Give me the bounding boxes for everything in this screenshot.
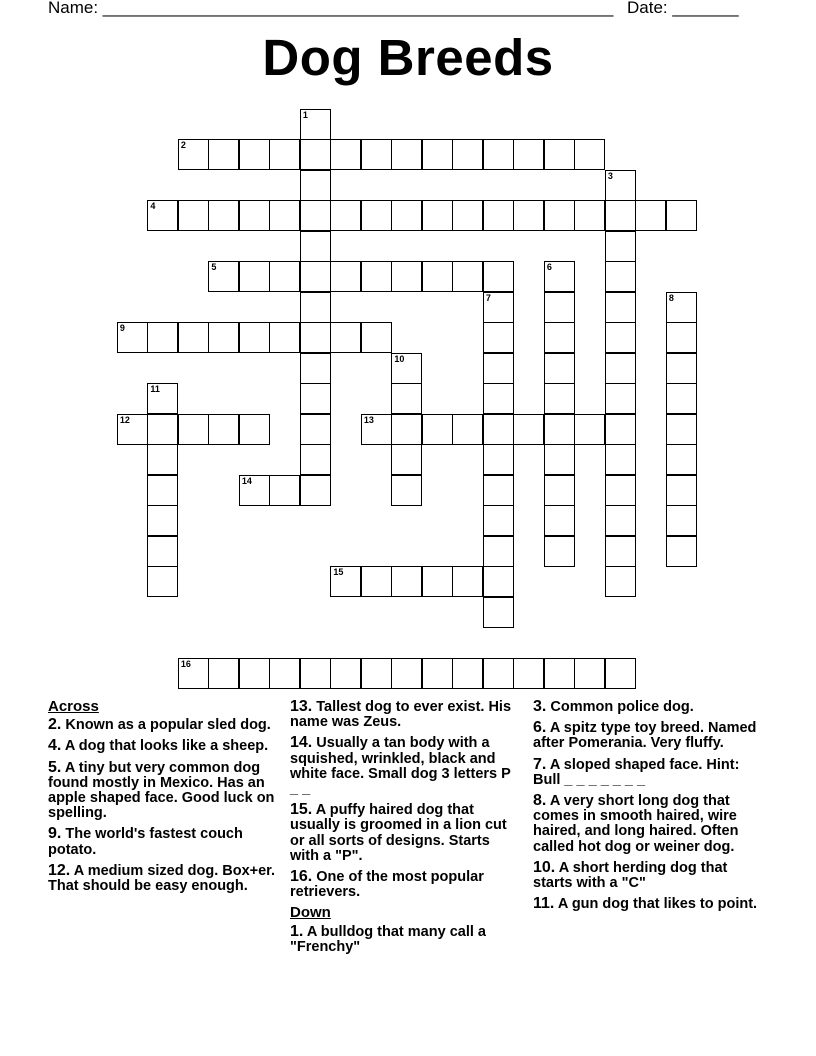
- grid-cell[interactable]: [452, 658, 483, 689]
- cell-number: 7: [485, 292, 491, 303]
- grid-cell[interactable]: [147, 566, 178, 597]
- clue-text: One of the most popular retrievers.: [290, 869, 484, 901]
- clue-text: A medium sized dog. Box+er. That should be easy enough.: [48, 862, 276, 895]
- clue-text: Usually a tan body with a squished, wrinkled, black and white face. Small dog 3 letters P _ _: [290, 735, 511, 798]
- cell-number: 5: [211, 262, 217, 273]
- clue-text: A gun dog that likes to point.: [557, 896, 758, 913]
- clue-across-4: [48, 738, 280, 754]
- grid-cell[interactable]: [147, 475, 178, 506]
- grid-cell[interactable]: [239, 200, 270, 231]
- clue-across-2: [48, 717, 280, 733]
- clue-across-5: [48, 760, 280, 822]
- grid-cell[interactable]: [300, 414, 331, 445]
- grid-cell[interactable]: [208, 414, 239, 445]
- grid-cell[interactable]: [483, 383, 514, 414]
- grid-cell[interactable]: [544, 658, 575, 689]
- grid-cell[interactable]: [147, 200, 178, 231]
- grid-cell[interactable]: [544, 414, 575, 445]
- grid-cell[interactable]: [269, 658, 300, 689]
- grid-cell[interactable]: [605, 475, 636, 506]
- grid-cell[interactable]: [574, 200, 605, 231]
- grid-cell[interactable]: [300, 383, 331, 414]
- cell-number: 9: [119, 323, 125, 334]
- grid-cell[interactable]: [422, 414, 453, 445]
- grid-cell[interactable]: [300, 353, 331, 384]
- grid-cell[interactable]: [300, 261, 331, 292]
- grid-cell[interactable]: [452, 200, 483, 231]
- clue-down-1: [290, 924, 522, 955]
- cell-number: 11: [150, 384, 160, 395]
- grid-cell[interactable]: [605, 444, 636, 475]
- name-field-label: Name: ______________________________________________________: [48, 0, 614, 17]
- grid-cell[interactable]: [361, 139, 392, 170]
- grid-cell[interactable]: [544, 139, 575, 170]
- grid-cell[interactable]: [605, 322, 636, 353]
- grid-cell[interactable]: [574, 414, 605, 445]
- grid-cell[interactable]: [330, 322, 361, 353]
- clue-text: A dog that looks like a sheep.: [64, 738, 269, 755]
- grid-cell[interactable]: [666, 475, 697, 506]
- grid-cell[interactable]: [269, 475, 300, 506]
- grid-cell[interactable]: [483, 475, 514, 506]
- grid-cell[interactable]: [208, 261, 239, 292]
- clue-number: 2.: [48, 716, 62, 734]
- grid-cell[interactable]: [483, 139, 514, 170]
- grid-cell[interactable]: [361, 261, 392, 292]
- grid-cell[interactable]: [544, 322, 575, 353]
- clue-number: 11.: [533, 895, 555, 913]
- grid-cell[interactable]: [452, 566, 483, 597]
- grid-cell[interactable]: [666, 200, 697, 231]
- grid-cell[interactable]: [391, 353, 422, 384]
- grid-cell[interactable]: [300, 139, 331, 170]
- grid-cell[interactable]: [300, 292, 331, 323]
- grid-cell[interactable]: [544, 505, 575, 536]
- grid-cell[interactable]: [544, 292, 575, 323]
- clue-text: A bulldog that many call a "Frenchy": [290, 923, 486, 955]
- cell-number: 3: [607, 170, 613, 181]
- grid-cell[interactable]: [330, 139, 361, 170]
- grid-cell[interactable]: [483, 597, 514, 628]
- grid-cell[interactable]: [300, 231, 331, 262]
- clue-number: 3.: [533, 698, 547, 715]
- grid-cell[interactable]: [330, 566, 361, 597]
- clue-down-8: [533, 793, 765, 855]
- grid-cell[interactable]: [361, 658, 392, 689]
- grid-cell[interactable]: [422, 566, 453, 597]
- grid-cell[interactable]: [208, 322, 239, 353]
- grid-cell[interactable]: [361, 322, 392, 353]
- grid-cell[interactable]: [513, 658, 544, 689]
- grid-cell[interactable]: [361, 566, 392, 597]
- grid-cell[interactable]: [208, 200, 239, 231]
- grid-cell[interactable]: [239, 475, 270, 506]
- grid-cell[interactable]: [483, 292, 514, 323]
- clue-text: A puffy haired dog that usually is groomed in a lion cut or all sorts of designs. Starts with a "P".: [290, 802, 507, 864]
- grid-cell[interactable]: [391, 566, 422, 597]
- grid-cell[interactable]: [330, 658, 361, 689]
- cell-number: 13: [363, 414, 374, 425]
- clue-across-13: [290, 699, 522, 730]
- grid-cell[interactable]: [178, 200, 209, 231]
- grid-cell[interactable]: [391, 414, 422, 445]
- grid-cell[interactable]: [239, 261, 270, 292]
- grid-cell[interactable]: [605, 170, 636, 201]
- grid-cell[interactable]: [483, 261, 514, 292]
- grid-cell[interactable]: [147, 322, 178, 353]
- grid-cell[interactable]: [330, 261, 361, 292]
- grid-cell[interactable]: [147, 505, 178, 536]
- grid-cell[interactable]: [330, 200, 361, 231]
- grid-cell[interactable]: [300, 658, 331, 689]
- grid-cell[interactable]: [513, 414, 544, 445]
- grid-cell[interactable]: [605, 536, 636, 567]
- grid-cell[interactable]: [269, 261, 300, 292]
- clue-number: 12.: [48, 861, 71, 879]
- clue-across-16: [290, 869, 522, 900]
- grid-cell[interactable]: [422, 200, 453, 231]
- grid-cell[interactable]: [147, 536, 178, 567]
- clue-number: 8.: [533, 792, 547, 810]
- cell-number: 16: [180, 658, 191, 669]
- clue-number: 4.: [48, 737, 62, 755]
- cell-number: 12: [119, 414, 130, 425]
- clue-number: 13.: [290, 698, 313, 715]
- grid-cell[interactable]: [666, 505, 697, 536]
- grid-cell[interactable]: [483, 505, 514, 536]
- grid-cell[interactable]: [147, 383, 178, 414]
- grid-cell[interactable]: [300, 109, 331, 140]
- grid-cell[interactable]: [574, 139, 605, 170]
- grid-cell[interactable]: [605, 505, 636, 536]
- clue-text: A short herding dog that starts with a "C": [533, 859, 728, 892]
- grid-cell[interactable]: [178, 658, 209, 689]
- grid-cell[interactable]: [483, 322, 514, 353]
- clue-number: 16.: [290, 868, 313, 886]
- grid-cell[interactable]: [269, 322, 300, 353]
- grid-cell[interactable]: [605, 261, 636, 292]
- grid-cell[interactable]: [483, 200, 514, 231]
- clue-text: The world's fastest couch potato.: [48, 826, 243, 858]
- grid-cell[interactable]: [391, 200, 422, 231]
- grid-cell[interactable]: [483, 444, 514, 475]
- grid-cell[interactable]: [666, 353, 697, 384]
- grid-cell[interactable]: [605, 353, 636, 384]
- clue-across-14: [290, 735, 522, 797]
- grid-cell[interactable]: [666, 322, 697, 353]
- grid-cell[interactable]: [544, 383, 575, 414]
- clue-down-11: [533, 896, 765, 912]
- clue-across-9: [48, 826, 280, 857]
- clue-text: Tallest dog to ever exist. His name was Zeus.: [290, 699, 512, 731]
- grid-cell[interactable]: [605, 658, 636, 689]
- clue-number: 10.: [533, 858, 556, 876]
- grid-cell[interactable]: [452, 139, 483, 170]
- grid-cell[interactable]: [605, 566, 636, 597]
- grid-cell[interactable]: [635, 200, 666, 231]
- clue-number: 9.: [48, 825, 62, 843]
- grid-cell[interactable]: [666, 536, 697, 567]
- grid-cell[interactable]: [300, 444, 331, 475]
- grid-cell[interactable]: [666, 444, 697, 475]
- grid-cell[interactable]: [544, 444, 575, 475]
- grid-cell[interactable]: [605, 200, 636, 231]
- grid-cell[interactable]: [391, 139, 422, 170]
- grid-cell[interactable]: [483, 536, 514, 567]
- grid-cell[interactable]: [178, 139, 209, 170]
- grid-cell[interactable]: [544, 475, 575, 506]
- grid-cell[interactable]: [544, 353, 575, 384]
- cell-number: 6: [546, 262, 552, 273]
- cell-number: 8: [668, 292, 674, 303]
- grid-cell[interactable]: [147, 444, 178, 475]
- grid-cell[interactable]: [147, 414, 178, 445]
- grid-cell[interactable]: [574, 658, 605, 689]
- cell-number: 2: [180, 140, 186, 151]
- cell-number: 14: [241, 475, 252, 486]
- grid-cell[interactable]: [391, 261, 422, 292]
- clue-down-10: [533, 860, 765, 891]
- grid-cell[interactable]: [605, 292, 636, 323]
- clue-across-15: [290, 802, 522, 864]
- grid-cell[interactable]: [269, 139, 300, 170]
- grid-cell[interactable]: [239, 414, 270, 445]
- clue-text: Common police dog.: [550, 699, 694, 715]
- clue-down-3: [533, 699, 765, 715]
- grid-cell[interactable]: [391, 444, 422, 475]
- page-title: Dog Breeds: [262, 29, 554, 86]
- grid-cell[interactable]: [422, 139, 453, 170]
- clue-number: 5.: [48, 758, 62, 776]
- grid-cell[interactable]: [300, 475, 331, 506]
- grid-cell[interactable]: [361, 414, 392, 445]
- across-heading: Across: [48, 698, 99, 715]
- grid-cell[interactable]: [208, 658, 239, 689]
- grid-cell[interactable]: [391, 383, 422, 414]
- clue-number: 14.: [290, 734, 313, 752]
- grid-cell[interactable]: [483, 566, 514, 597]
- clue-text: Known as a popular sled dog.: [65, 717, 271, 734]
- grid-cell[interactable]: [300, 322, 331, 353]
- clue-column-1: [48, 699, 280, 899]
- grid-cell[interactable]: [544, 536, 575, 567]
- cell-number: 10: [394, 353, 405, 364]
- cell-number: 4: [150, 201, 156, 212]
- clue-text: A tiny but very common dog found mostly in Mexico. Has an apple shaped face. Good luck on spelling.: [48, 759, 275, 822]
- clue-number: 7.: [533, 755, 547, 773]
- grid-cell[interactable]: [513, 200, 544, 231]
- date-field-label: Date: _______: [627, 0, 739, 17]
- grid-cell[interactable]: [239, 658, 270, 689]
- grid-cell[interactable]: [483, 414, 514, 445]
- grid-cell[interactable]: [391, 475, 422, 506]
- grid-cell[interactable]: [269, 200, 300, 231]
- grid-cell[interactable]: [605, 231, 636, 262]
- clue-number: 15.: [290, 801, 313, 819]
- grid-cell[interactable]: [452, 414, 483, 445]
- grid-cell[interactable]: [605, 383, 636, 414]
- grid-cell[interactable]: [391, 658, 422, 689]
- grid-cell[interactable]: [666, 414, 697, 445]
- clue-column-2: [290, 699, 522, 960]
- clue-down-7: [533, 757, 765, 788]
- grid-cell[interactable]: [513, 139, 544, 170]
- grid-cell[interactable]: [422, 261, 453, 292]
- grid-cell[interactable]: [605, 414, 636, 445]
- grid-cell[interactable]: [239, 322, 270, 353]
- cell-number: 1: [302, 109, 308, 120]
- clue-text: A sloped shaped face. Hint: Bull _ _ _ _ _ _ _: [533, 756, 740, 788]
- grid-cell[interactable]: [483, 353, 514, 384]
- grid-cell[interactable]: [483, 658, 514, 689]
- grid-cell[interactable]: [300, 170, 331, 201]
- grid-cell[interactable]: [422, 658, 453, 689]
- grid-cell[interactable]: [178, 322, 209, 353]
- grid-cell[interactable]: [117, 414, 148, 445]
- clue-text: A very short long dog that comes in smooth haired, wire haired, and long haired. Often called hot dog or weiner dog.: [533, 793, 739, 855]
- grid-cell[interactable]: [178, 414, 209, 445]
- grid-cell[interactable]: [452, 261, 483, 292]
- grid-cell[interactable]: [208, 139, 239, 170]
- grid-cell[interactable]: [544, 200, 575, 231]
- clue-across-12: [48, 863, 280, 894]
- grid-cell[interactable]: [117, 322, 148, 353]
- clue-number: 6.: [533, 719, 547, 737]
- clue-column-3: [533, 699, 765, 917]
- grid-cell[interactable]: [544, 261, 575, 292]
- grid-cell[interactable]: [361, 200, 392, 231]
- cell-number: 15: [333, 567, 344, 578]
- clue-text: A spitz type toy breed. Named after Pomerania. Very fluffy.: [533, 720, 757, 752]
- clue-number: 1.: [290, 922, 304, 940]
- grid-cell[interactable]: [300, 200, 331, 231]
- down-heading: Down: [290, 904, 331, 922]
- clue-down-6: [533, 720, 765, 751]
- grid-cell[interactable]: [239, 139, 270, 170]
- grid-cell[interactable]: [666, 383, 697, 414]
- grid-cell[interactable]: [666, 292, 697, 323]
